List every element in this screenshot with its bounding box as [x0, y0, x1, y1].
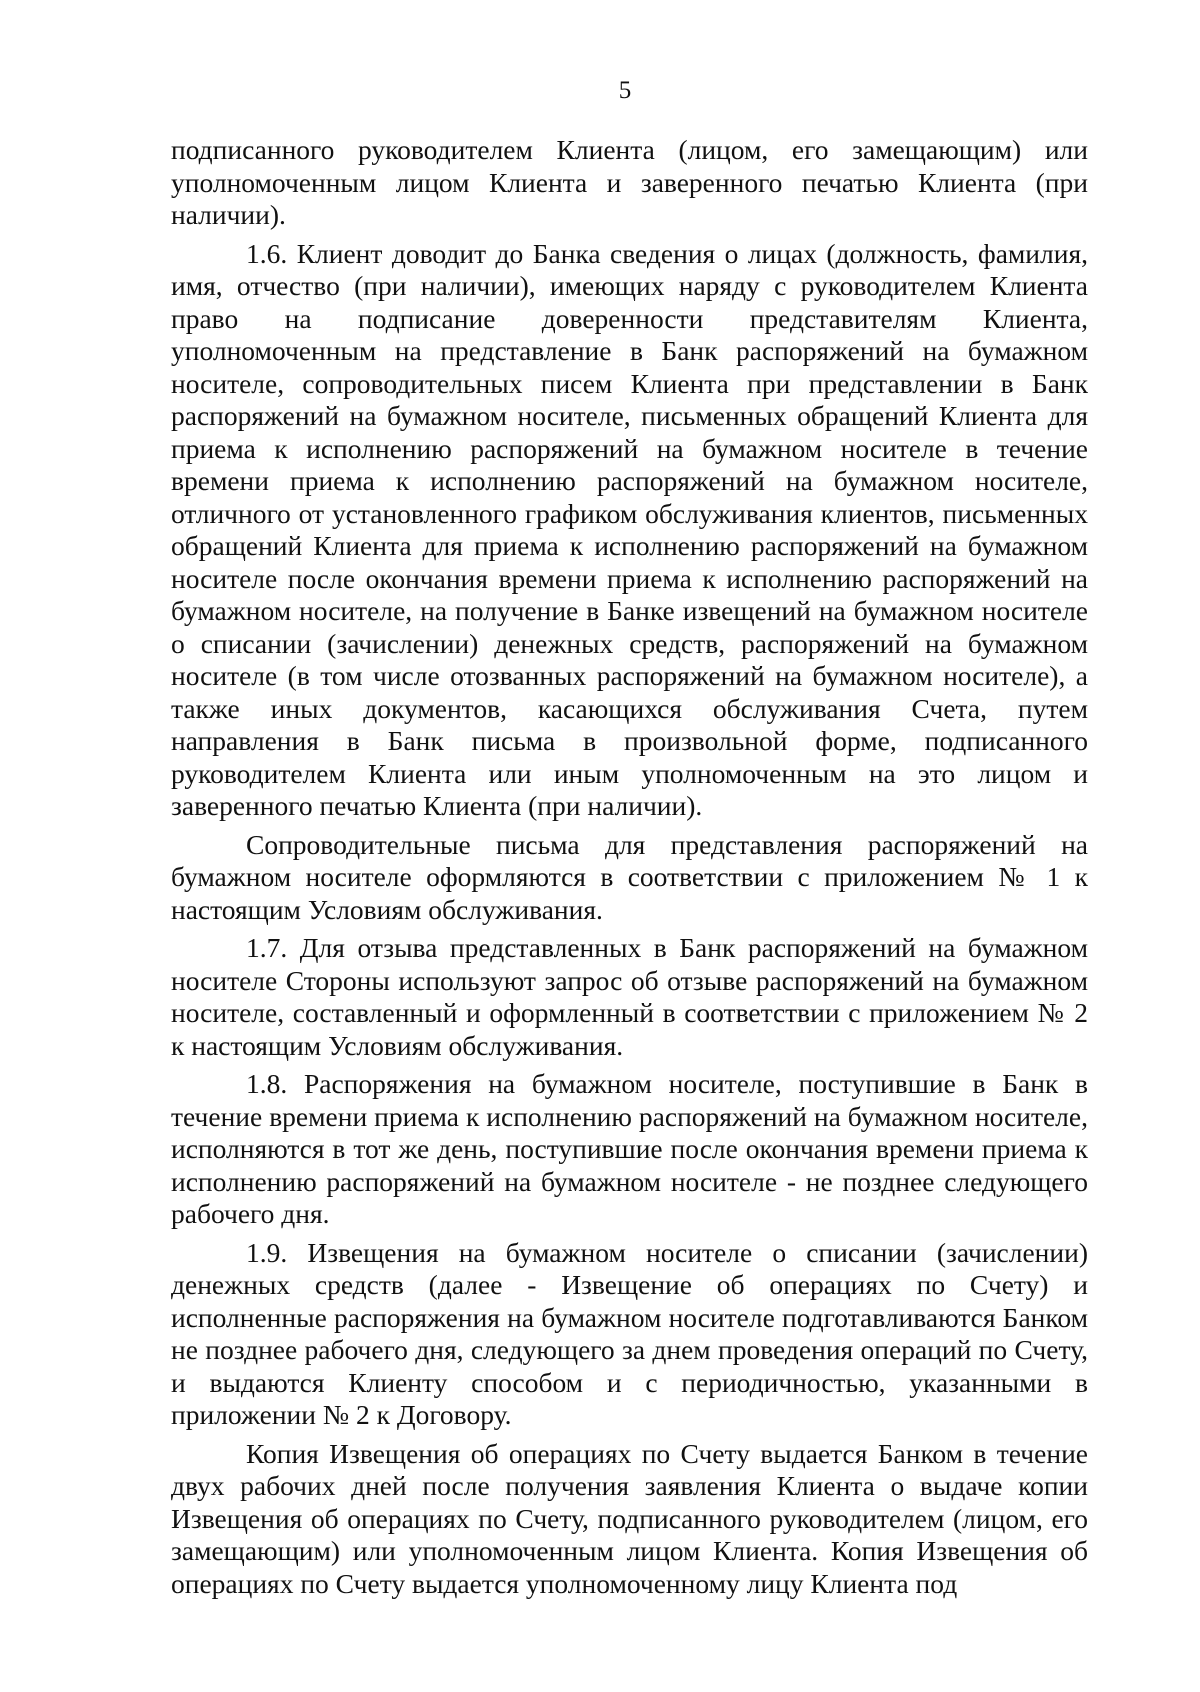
paragraph-continuation: подписанного руководителем Клиента (лицом, его замещающим) или уполномоченным лицом Клиента и заверенного печатью Клиента (при наличии). — [171, 134, 1088, 230]
paragraph-cover-letters: Сопроводительные письма для представления распоряжений на бумажном носителе оформляются в соответствии с приложением № 1 к настоящим Условиям обслуживания. — [171, 828, 1088, 925]
paragraph-clause-1-7: 1.7. Для отзыва представленных в Банк распоряжений на бумажном носителе Стороны используют запрос об отзыве распоряжений на бумажном носителе, составленный и оформленный в соответствии с приложением № 2 к настоящим Условиям обслуживания. — [171, 932, 1088, 1061]
page-number: 5 — [618, 77, 632, 104]
paragraph-notice-copy: Копия Извещения об операциях по Счету выдается Банком в течение двух рабочих дней после получения заявления Клиента о выдаче копии Извещения об операциях по Счету, подписанного руководителем (лицом, его замещающим) или уполномоченным лицом Клиента. Копия Извещения об операциях по Счету выдается уполномоченному лицу Клиента под — [171, 1437, 1088, 1599]
paragraph-clause-1-9: 1.9. Извещения на бумажном носителе о списании (зачислении) денежных средств (далее - Извещение об операциях по Счету) и исполненные распоряжения на бумажном носителе подготавливаются Банком не позднее рабочего дня, следующего за днем проведения операций по Счету, и выдаются Клиенту способом и с периодичностью, указанными в приложении № 2 к Договору. — [171, 1236, 1088, 1430]
paragraph-clause-1-6: 1.6. Клиент доводит до Банка сведения о лицах (должность, фамилия, имя, отчество (при наличии), имеющих наряду с руководителем Клиента право на подписание доверенности представителям Клиента, уполномоченным на представление в Банк распоряжений на бумажном носителе, сопроводительных писем Клиента при представлении в Банк распоряжений на бумажном носителе, письменных обращений Клиента для приема к исполнению распоряжений на бумажном носителе в течение времени приема к исполнению распоряжений на бумажном носителе, отличного от установленного графиком обслуживания клиентов, письменных обращений Клиента для приема к исполнению распоряжений на бумажном носителе после окончания времени приема к исполнению распоряжений на бумажном носителе, на получение в Банке извещений на бумажном носителе о списании (зачислении) денежных средств, распоряжений на бумажном носителе (в том числе отозванных распоряжений на бумажном носителе), а также иных документов, касающихся обслуживания Счета, путем направления в Банк письма в произвольной форме, подписанного руководителем Клиента или иным уполномоченным на это лицом и заверенного печатью Клиента (при наличии). — [171, 237, 1088, 821]
document-body — [171, 134, 1088, 1600]
paragraph-clause-1-8: 1.8. Распоряжения на бумажном носителе, поступившие в Банк в течение времени приема к исполнению распоряжений на бумажном носителе, исполняются в тот же день, поступившие после окончания времени приема к исполнению распоряжений на бумажном носителе - не позднее следующего рабочего дня. — [171, 1068, 1088, 1229]
